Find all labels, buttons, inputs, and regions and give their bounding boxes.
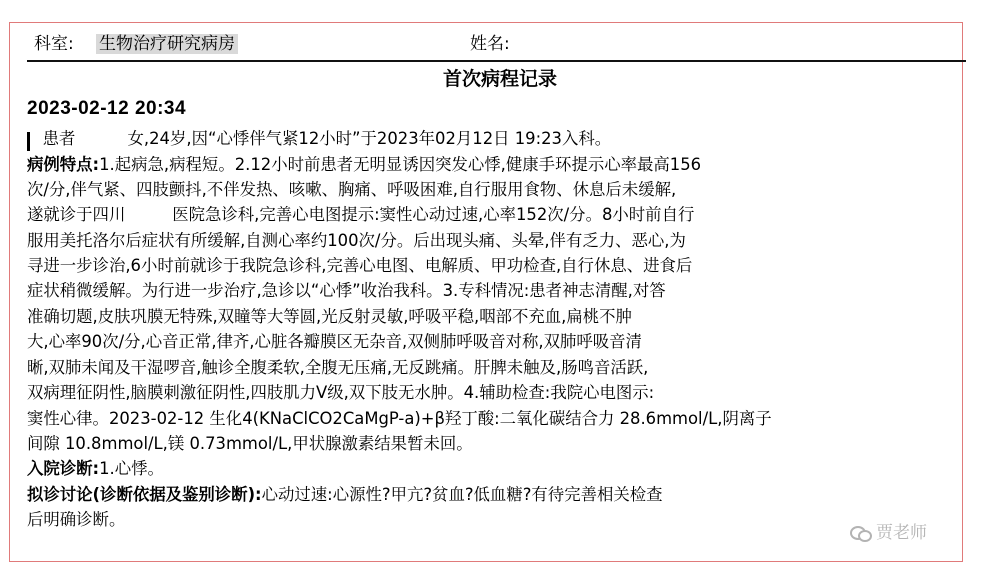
section-heading: 拟诊讨论(诊断依据及鉴别诊断):: [27, 485, 262, 504]
record-line: 患者 女,24岁,因“心悸伴气紧12小时”于2023年02月12日 19:23入科。: [27, 129, 612, 148]
watermark: [850, 523, 927, 543]
record-line: 后明确诊断。: [27, 510, 126, 529]
record-line: 间隙 10.8mmol/L,镁 0.73mmol/L,甲状腺激素结果暂未回。: [27, 434, 473, 453]
record-line: 遂就诊于四川 医院急诊科,完善心电图提示:窦性心动过速,心率152次/分。8小时前自行: [27, 205, 695, 224]
record-line: 寻进一步诊治,6小时前就诊于我院急诊科,完善心电图、电解质、甲功检查,自行休息、进食后: [27, 256, 693, 275]
record-line: 准确切题,皮肤巩膜无特殊,双瞳等大等圆,光反射灵敏,呼吸平稳,咽部不充血,扁桃不肿: [27, 307, 632, 326]
record-line: 双病理征阴性,脑膜刺激征阴性,四肢肌力Ⅴ级,双下肢无水肿。4.辅助检查:我院心电图示:: [27, 383, 655, 402]
department-label: 科室:: [34, 34, 74, 54]
record-line: 窦性心律。2023-02-12 生化4(KNaClCO2CaMgP-a)+β羟丁酸:二氧化碳结合力 28.6mmol/L,阴离子: [27, 409, 772, 428]
section-heading: 病例特点:: [27, 155, 100, 174]
record-line: 症状稍微缓解。为行进一步治疗,急诊以“心悸”收治我科。3.专科情况:患者神志清醒,对答: [27, 281, 666, 300]
chat-bubbles-icon: [850, 524, 872, 542]
department-value: 生物治疗研究病房: [96, 34, 238, 54]
record-line: 拟诊讨论(诊断依据及鉴别诊断):心动过速:心源性?甲亢?贫血?低血糖?有待完善相关检查: [27, 485, 663, 504]
watermark-text: 贾老师: [876, 523, 927, 543]
record-line: 次/分,伴气紧、四肢颤抖,不伴发热、咳嗽、胸痛、呼吸困难,自行服用食物、休息后未缓解,: [27, 180, 677, 199]
record-line: 晰,双肺未闻及干湿啰音,触诊全腹柔软,全腹无压痛,无反跳痛。肝脾未触及,肠鸣音活跃,: [27, 358, 649, 377]
section-heading: 入院诊断:: [27, 459, 100, 478]
header-divider: [27, 60, 966, 62]
record-datetime: 2023-02-12 20:34: [27, 98, 187, 119]
patient-name-label: 姓名:: [470, 34, 510, 54]
record-line: 服用美托洛尔后症状有所缓解,自测心率约100次/分。后出现头痛、头晕,伴有乏力、恶心,为: [27, 231, 686, 250]
record-line: 入院诊断:1.心悸。: [27, 459, 164, 478]
page-title: 首次病程记录: [442, 68, 557, 90]
record-line: 大,心率90次/分,心音正常,律齐,心脏各瓣膜区无杂音,双侧肺呼吸音对称,双肺呼吸音清: [27, 332, 642, 351]
record-line: 病例特点:1.起病急,病程短。2.12小时前患者无明显诱因突发心悸,健康手环提示心率最高156: [27, 155, 702, 174]
